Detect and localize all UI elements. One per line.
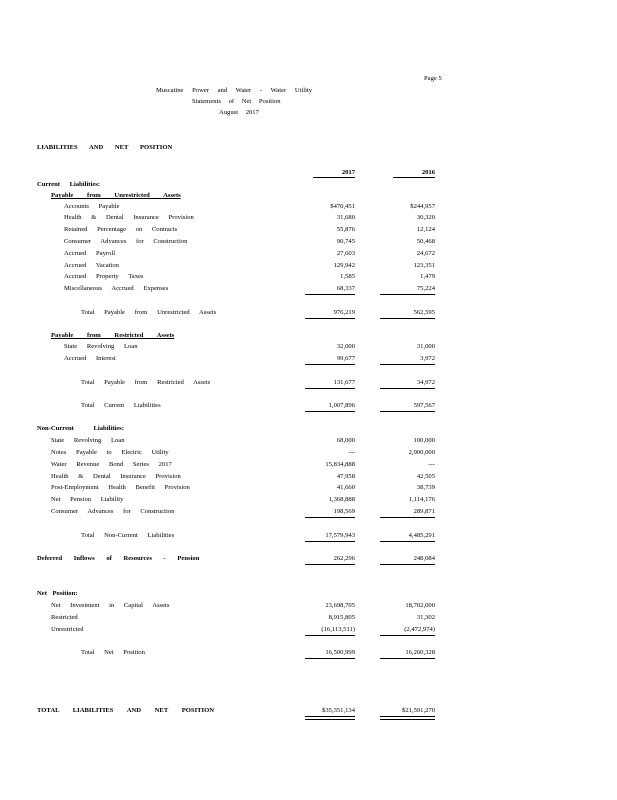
report-date: August 2017: [219, 109, 259, 116]
col-header-2017: 2017: [341, 169, 355, 176]
value-2017: ---: [348, 449, 355, 456]
value-2017: 47,958: [336, 473, 355, 480]
total-rule: [305, 318, 355, 319]
total-rule: [380, 411, 435, 412]
unrestricted-heading: Payable from Unrestricted Assets: [51, 192, 181, 199]
line-item-label: Post-Employment Health Benefit Provision: [51, 484, 190, 491]
value-2017: 129,942: [333, 262, 355, 269]
subtotal-rule: [305, 517, 355, 518]
value-2017: 68,000: [336, 437, 355, 444]
subtotal-rule: [380, 517, 435, 518]
total-rule: [380, 541, 435, 542]
line-item-label: Restricted: [51, 614, 78, 621]
value-2017: 41,660: [336, 484, 355, 491]
value-2016: 100,000: [413, 437, 435, 444]
value-2017: 1,368,888: [328, 496, 355, 503]
value-2016: 2,900,000: [408, 449, 435, 456]
subtotal-rule: [380, 364, 435, 365]
line-item-label: Consumer Advances for Construction: [51, 508, 175, 515]
subtotal-rule: [305, 364, 355, 365]
line-item-label: State Revolving Loan: [51, 437, 125, 444]
double-rule: [380, 716, 435, 720]
value-2017: 99,677: [336, 355, 355, 362]
noncurrent-heading: Non-Current Liabilities:: [37, 425, 124, 432]
total-unrestricted-2017: 976,219: [333, 309, 355, 316]
value-2016: ---: [428, 461, 435, 468]
deferred-2017: 262,296: [333, 555, 355, 562]
col-header-underline: [393, 177, 435, 178]
line-item-label: Water Revenue Bond Series 2017: [51, 461, 172, 468]
total-net-position-label: Total Net Position: [81, 649, 145, 656]
line-item-label: Net Investment in Capital Assets: [51, 602, 170, 609]
deferred-label: Deferred Inflows of Resources - Pension: [37, 555, 200, 562]
line-item-label: Accounts Payable: [64, 203, 120, 210]
report-subtitle: Statements of Net Position: [192, 98, 281, 105]
value-2016: 1,479: [420, 273, 435, 280]
total-current-2017: 1,007,896: [328, 402, 355, 409]
total-restricted-2017: 131,677: [333, 379, 355, 386]
total-net-position-2017: 16,500,999: [325, 649, 355, 656]
line-item-label: State Revolving Loan: [64, 343, 138, 350]
value-2016: 18,702,000: [405, 602, 435, 609]
subtotal-rule: [380, 294, 435, 295]
restricted-heading: Payable from Restricted Assets: [51, 332, 175, 339]
value-2017: 23,698,705: [325, 602, 355, 609]
current-liabilities-heading: Current Liabilities:: [37, 181, 101, 188]
value-2017: 198,569: [333, 508, 355, 515]
total-rule: [380, 388, 435, 389]
value-2016: 3,972: [420, 355, 435, 362]
line-item-label: Consumer Advances for Construction: [64, 238, 188, 245]
value-2016: 123,351: [413, 262, 435, 269]
value-2017: 1,585: [340, 273, 355, 280]
value-2016: (2,472,974): [404, 626, 435, 633]
total-unrestricted-2016: 562,595: [413, 309, 435, 316]
line-item-label: Health & Dental Insurance Provision: [51, 473, 181, 480]
col-header-2016: 2016: [421, 169, 435, 176]
total-unrestricted-label: Total Payable from Unrestricted Assets: [81, 309, 217, 316]
value-2017: 90,745: [336, 238, 355, 245]
line-item-label: Health & Dental Insurance Provision: [64, 214, 194, 221]
total-net-position-2016: 16,260,328: [405, 649, 435, 656]
value-2016: 24,672: [416, 250, 435, 257]
value-2016: 50,468: [416, 238, 435, 245]
value-2016: 12,124: [416, 226, 435, 233]
total-current-label: Total Current Liabilities: [81, 402, 161, 409]
value-2017: $470,451: [330, 203, 355, 210]
line-item-label: Unrestricted: [51, 626, 84, 633]
subtotal-rule: [305, 635, 355, 636]
deferred-2016: 248,084: [413, 555, 435, 562]
value-2017: 32,000: [336, 343, 355, 350]
total-noncurrent-label: Total Non-Current Liabilities: [81, 532, 175, 539]
double-rule: [305, 716, 355, 720]
col-header-underline: [313, 177, 355, 178]
grand-total-2017: $35,351,134: [322, 707, 355, 714]
value-2017: 15,834,888: [325, 461, 355, 468]
net-position-heading: Net Position:: [37, 590, 78, 597]
value-2017: 55,876: [336, 226, 355, 233]
value-2017: 27,603: [336, 250, 355, 257]
value-2017: (16,113,511): [321, 626, 355, 633]
value-2016: 289,871: [413, 508, 435, 515]
grand-total-label: TOTAL LIABILITIES AND NET POSITION: [37, 707, 214, 714]
line-item-label: Net Pension Liability: [51, 496, 124, 503]
value-2016: 31,302: [416, 614, 435, 621]
value-2016: 75,224: [416, 285, 435, 292]
report-title: Muscatine Power and Water - Water Utility: [156, 87, 313, 94]
line-item-label: Accrued Interest: [64, 355, 116, 362]
total-rule: [305, 411, 355, 412]
value-2016: 42,505: [416, 473, 435, 480]
total-rule: [305, 658, 355, 659]
total-noncurrent-2017: 17,579,943: [325, 532, 355, 539]
total-current-2016: 597,567: [413, 402, 435, 409]
section-title: LIABILITIES AND NET POSITION: [37, 144, 173, 151]
line-item-label: Accrued Payroll: [64, 250, 116, 257]
value-2016: 30,320: [416, 214, 435, 221]
total-restricted-2016: 34,972: [416, 379, 435, 386]
subtotal-rule: [380, 635, 435, 636]
value-2016: $244,957: [410, 203, 435, 210]
line-item-label: Notes Payable to Electric Utility: [51, 449, 169, 456]
total-rule: [380, 318, 435, 319]
line-item-label: Accrued Property Taxes: [64, 273, 144, 280]
subtotal-rule: [305, 294, 355, 295]
value-2016: 1,114,176: [408, 496, 435, 503]
value-2017: 8,915,805: [328, 614, 355, 621]
value-2017: 31,680: [336, 214, 355, 221]
total-rule: [305, 388, 355, 389]
total-rule: [380, 564, 435, 565]
total-restricted-label: Total Payable from Restricted Assets: [81, 379, 211, 386]
total-noncurrent-2016: 4,485,291: [408, 532, 435, 539]
grand-total-2016: $21,591,270: [402, 707, 435, 714]
line-item-label: Miscellaneous Accrued Expenses: [64, 285, 169, 292]
total-rule: [305, 541, 355, 542]
line-item-label: Retained Percentage on Contracts: [64, 226, 178, 233]
total-rule: [380, 658, 435, 659]
line-item-label: Accrued Vacation: [64, 262, 119, 269]
value-2017: 68,337: [336, 285, 355, 292]
value-2016: 31,000: [416, 343, 435, 350]
total-rule: [305, 564, 355, 565]
value-2016: 38,739: [416, 484, 435, 491]
page-number: Page 5: [424, 75, 442, 82]
